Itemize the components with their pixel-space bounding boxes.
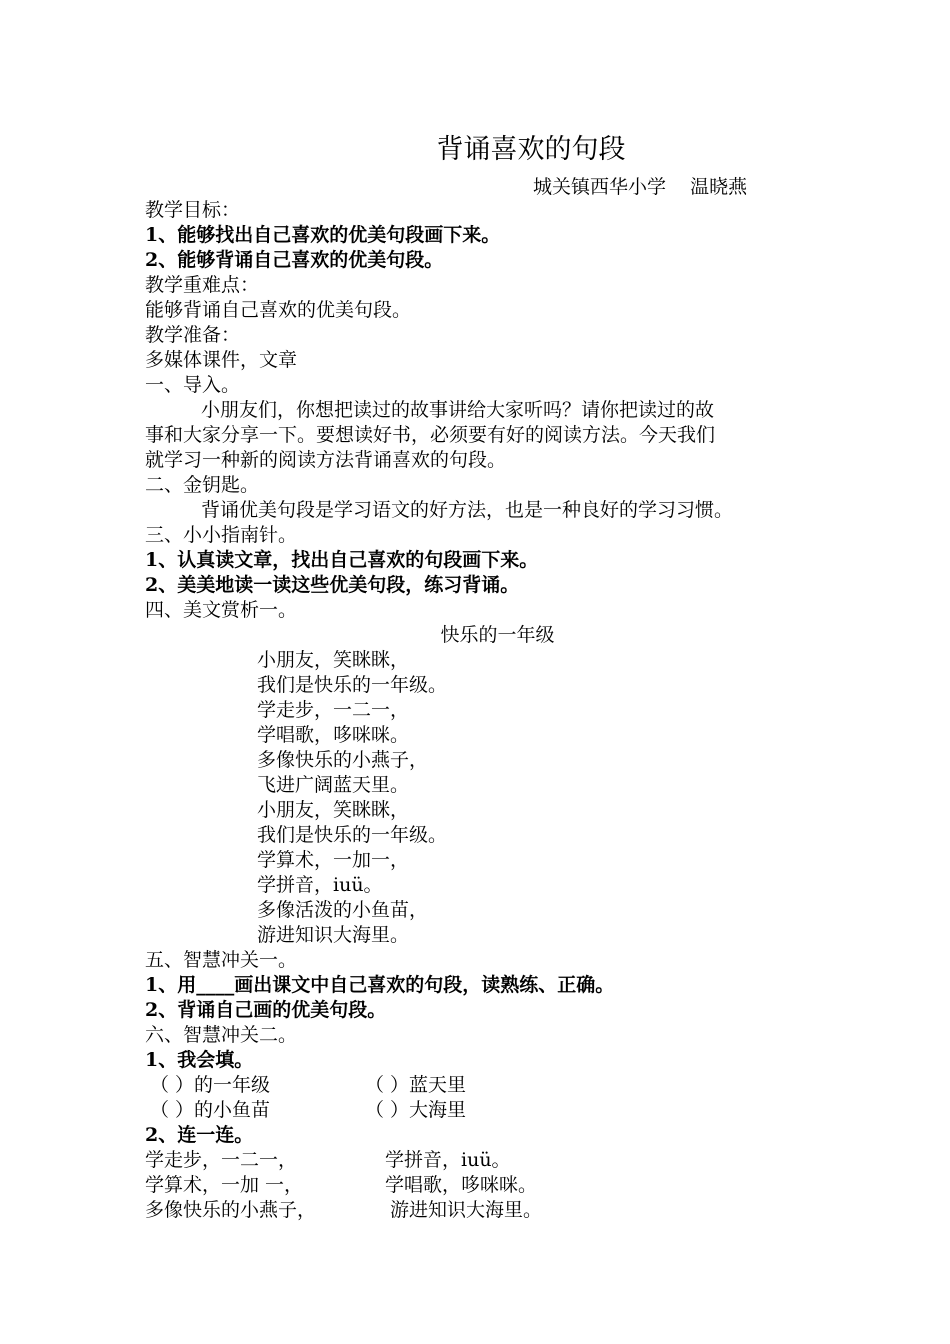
match-right: 学拼音，iuü。: [385, 1149, 511, 1171]
guide-item: 1、认真读文章，找出自己喜欢的句段画下来。: [145, 549, 539, 571]
poem-line: 我们是快乐的一年级。: [257, 674, 448, 696]
match-left: 学算术，一加 一，: [145, 1174, 304, 1196]
fill-blank-right: （ ）蓝天里: [365, 1074, 467, 1096]
goal-item: 2、能够背诵自己喜欢的优美句段。: [145, 249, 444, 271]
document-title: 背诵喜欢的句段: [436, 134, 626, 165]
poem-title: 快乐的一年级: [440, 624, 555, 646]
match-right: 游进知识大海里。: [390, 1199, 543, 1221]
key-text: 能够背诵自己喜欢的优美句段。: [145, 299, 412, 321]
prep-text: 多媒体课件，文章: [145, 349, 298, 371]
author-line: 城关镇西华小学 温晓燕: [533, 176, 748, 198]
goals-heading: 教学目标：: [145, 199, 241, 221]
section-heading: 一、导入。: [145, 374, 241, 396]
section-heading: 二、金钥匙。: [145, 474, 260, 496]
section-heading: 五、智慧冲关一。: [145, 949, 298, 971]
fill-blank-left: （ ）的小鱼苗: [150, 1099, 271, 1121]
key-paragraph: 背诵优美句段是学习语文的好方法，也是一种良好的学习习惯。: [201, 499, 734, 521]
section-heading: 六、智慧冲关二。: [145, 1024, 298, 1046]
key-heading: 教学重难点：: [145, 274, 260, 296]
fill-heading: 1、我会填。: [145, 1049, 254, 1071]
match-left: 多像快乐的小燕子，: [145, 1199, 317, 1221]
match-right: 学唱歌，哆咪咪。: [385, 1174, 538, 1196]
poem-line: 多像快乐的小燕子，: [257, 749, 429, 771]
poem-line: 学唱歌，哆咪咪。: [257, 724, 410, 746]
fill-row: [145, 1073, 810, 1098]
fill-blank-left: （ ）的一年级: [150, 1074, 271, 1096]
poem-line: 游进知识大海里。: [257, 924, 410, 946]
poem-line: 多像活泼的小鱼苗，: [257, 899, 429, 921]
intro-paragraph-line: 就学习一种新的阅读方法背诵喜欢的句段。: [145, 449, 507, 471]
intro-paragraph-line: 事和大家分享一下。要想读好书，必须要有好的阅读方法。今天我们: [145, 424, 716, 446]
document-body: [145, 198, 810, 1223]
guide-item: 2、美美地读一读这些优美句段，练习背诵。: [145, 574, 520, 596]
poem-line: 小朋友，笑眯眯，: [257, 799, 410, 821]
poem-line: 学拼音，iuü。: [257, 874, 383, 896]
goal-item: 1、能够找出自己喜欢的优美句段画下来。: [145, 224, 501, 246]
prep-heading: 教学准备：: [145, 324, 241, 346]
poem-line: 学算术，一加一，: [257, 849, 410, 871]
section-heading: 四、美文赏析一。: [145, 599, 298, 621]
match-row: [145, 1148, 810, 1173]
challenge-item: 1、用____画出课文中自己喜欢的句段，读熟练、正确。: [145, 974, 615, 996]
match-row: [145, 1198, 810, 1223]
fill-blank-right: （ ）大海里: [365, 1099, 467, 1121]
poem-line: 小朋友，笑眯眯，: [257, 649, 410, 671]
fill-row: [145, 1098, 810, 1123]
challenge-item: 2、背诵自己画的优美句段。: [145, 999, 387, 1021]
match-heading: 2、连一连。: [145, 1124, 254, 1146]
poem-line: 学走步，一二一，: [257, 699, 410, 721]
poem-line: 我们是快乐的一年级。: [257, 824, 448, 846]
section-heading: 三、小小指南针。: [145, 524, 298, 546]
intro-paragraph-line: 小朋友们，你想把读过的故事讲给大家听吗？请你把读过的故: [201, 399, 715, 421]
match-left: 学走步，一二一，: [145, 1149, 298, 1171]
match-row: [145, 1173, 810, 1198]
poem-line: 飞进广阔蓝天里。: [257, 774, 410, 796]
